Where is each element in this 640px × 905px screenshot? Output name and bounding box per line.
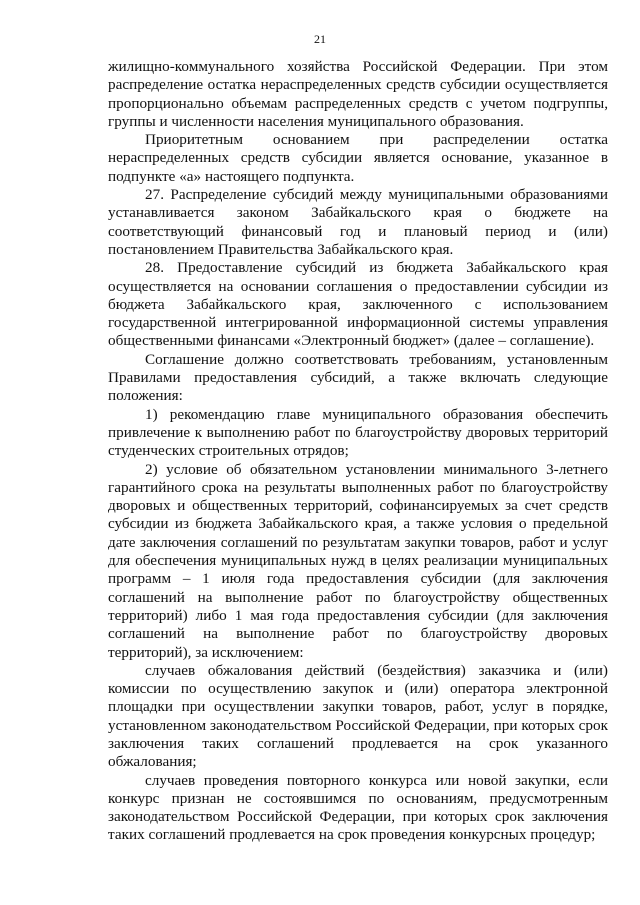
paragraph-subitem-1: 1) рекомендацию главе муниципального образования обеспечить привлечение к выполнению работ по благоустройству дворовых территорий студенческих строительных отрядов; xyxy=(108,405,608,460)
page-number: 21 xyxy=(314,32,326,46)
paragraph-exception-repeat-tender: случаев проведения повторного конкурса или новой закупки, если конкурс признан не состоявшимся по основаниям, предусмотренным законодательством Российской Федерации, при которых срок заключения таких соглашений продлевается на срок проведения конкурсных процедур; xyxy=(108,771,608,844)
document-body xyxy=(108,58,608,845)
paragraph-subitem-2: 2) условие об обязательном установлении минимального 3-летнего гарантийного срока на результаты выполненных работ по благоустройству дворовых и общественных территорий, софинансируемых за счет средств субсидии из бюджета Забайкальского края, а также условия о предельной дате заключения соглашений по результатам закупки товаров, работ и услуг для обеспечения муниципальных нужд в целях реализации муниципальных программ – 1 июля года предоставления субсидии (для заключения соглашений на выполнение работ по благоустройству общественных территорий) либо 1 мая года предоставления субсидии (для заключения соглашений на выполнение работ по благоустройству дворовых территорий), за исключением: xyxy=(108,460,608,661)
paragraph-continuation: жилищно-коммунального хозяйства Российской Федерации. При этом распределение остатка нераспределенных средств субсидии осуществляется пропорционально объемам распределенных средств с учетом подгруппы, группы и численности населения муниципального образования. xyxy=(108,58,608,130)
paragraph-item-28: 28. Предоставление субсидий из бюджета Забайкальского края осуществляется на основании соглашения о предоставлении субсидии из бюджета Забайкальского края, заключенного с использованием государственной интегрированной информационной системы управления общественными финансами «Электронный бюджет» (далее – соглашение). xyxy=(108,259,608,350)
paragraph-item-27: 27. Распределение субсидий между муниципальными образованиями устанавливается законом Забайкальского края о бюджете на соответствующий финансовый год и плановый период и (или) постановлением Правительства Забайкальского края. xyxy=(108,186,608,258)
paragraph-priority-basis: Приоритетным основанием при распределении остатка нераспределенных средств субсидии является основание, указанное в подпункте «а» настоящего подпункта. xyxy=(108,131,608,185)
paragraph-exception-appeal: случаев обжалования действий (бездействия) заказчика и (или) комиссии по осуществлению закупок и (или) оператора электронной площадки при осуществлении закупки товаров, работ, услуг в порядке, установленном законодательством Российской Федерации, при которых срок заключения таких соглашений продлевается на срок указанного обжалования; xyxy=(108,661,608,771)
paragraph-agreement-requirements: Соглашение должно соответствовать требованиям, установленным Правилами предоставления субсидий, а также включать следующие положения: xyxy=(108,350,608,405)
